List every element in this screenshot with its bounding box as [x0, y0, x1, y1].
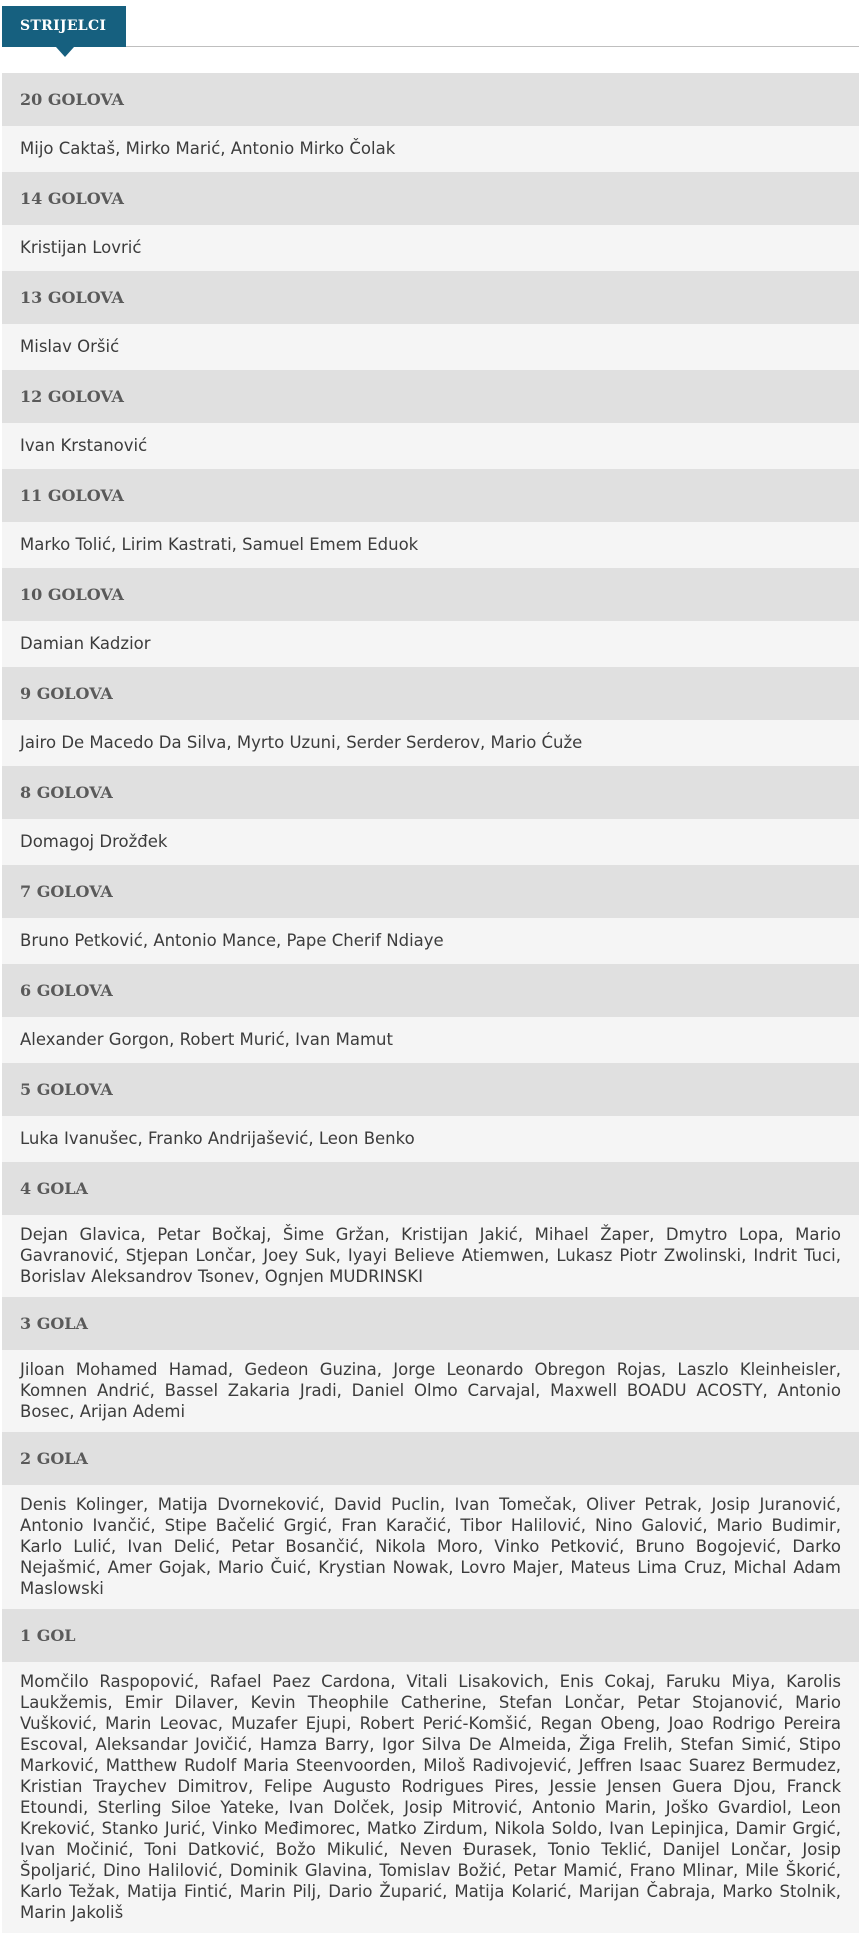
- scorers-panel: [2, 0, 859, 1933]
- goal-group: [2, 1162, 859, 1297]
- goal-group-players: Mislav Oršić: [2, 324, 859, 370]
- goal-group: [2, 964, 859, 1063]
- goal-group-heading: 13 GOLOVA: [2, 271, 859, 324]
- goal-group-players: Kristijan Lovrić: [2, 225, 859, 271]
- goal-group-heading: 4 GOLA: [2, 1162, 859, 1215]
- goal-group: [2, 370, 859, 469]
- goal-group-heading: 7 GOLOVA: [2, 865, 859, 918]
- goal-group-players: Jairo De Macedo Da Silva, Myrto Uzuni, Serder Serderov, Mario Ćuže: [2, 720, 859, 766]
- goal-group-heading: 9 GOLOVA: [2, 667, 859, 720]
- scorers-list: [2, 73, 859, 1933]
- goal-group-heading: 10 GOLOVA: [2, 568, 859, 621]
- goal-group-heading: 20 GOLOVA: [2, 73, 859, 126]
- goal-group-players: Domagoj Drožđek: [2, 819, 859, 865]
- goal-group-heading: 12 GOLOVA: [2, 370, 859, 423]
- goal-group-players: Mijo Caktaš, Mirko Marić, Antonio Mirko Čolak: [2, 126, 859, 172]
- goal-group: [2, 667, 859, 766]
- goal-group: [2, 865, 859, 964]
- goal-group: [2, 172, 859, 271]
- goal-group-heading: 3 GOLA: [2, 1297, 859, 1350]
- goal-group: [2, 1063, 859, 1162]
- goal-group-heading: 1 GOL: [2, 1609, 859, 1662]
- goal-group: [2, 568, 859, 667]
- goal-group-players: Denis Kolinger, Matija Dvorneković, David Puclin, Ivan Tomečak, Oliver Petrak, Josip Juranović, Antonio Ivančić, Stipe Bačelić Grgić, Fran Karačić, Tibor Halilović, Nino Galović, Mario Budimir, Karlo Lulić, Ivan Delić, Petar Bosančić, Nikola Moro, Vinko Petković, Bruno Bogojević, Darko Nejašmić, Amer Gojak, Mario Čuić, Krystian Nowak, Lovro Majer, Mateus Lima Cruz, Michal Adam Maslowski: [2, 1485, 859, 1609]
- goal-group-heading: 2 GOLA: [2, 1432, 859, 1485]
- tab-bar: [2, 0, 859, 48]
- goal-group: [2, 766, 859, 865]
- goal-group-players: Bruno Petković, Antonio Mance, Pape Cherif Ndiaye: [2, 918, 859, 964]
- tab-active-indicator: [56, 47, 74, 57]
- goal-group-players: Alexander Gorgon, Robert Murić, Ivan Mamut: [2, 1017, 859, 1063]
- goal-group-heading: 5 GOLOVA: [2, 1063, 859, 1116]
- goal-group-heading: 6 GOLOVA: [2, 964, 859, 1017]
- goal-group-players: Luka Ivanušec, Franko Andrijašević, Leon Benko: [2, 1116, 859, 1162]
- goal-group-players: Marko Tolić, Lirim Kastrati, Samuel Emem Eduok: [2, 522, 859, 568]
- goal-group: [2, 1609, 859, 1933]
- goal-group-players: Damian Kadzior: [2, 621, 859, 667]
- tab-scorers[interactable]: STRIJELCI: [2, 6, 126, 47]
- goal-group-players: Ivan Krstanović: [2, 423, 859, 469]
- goal-group: [2, 469, 859, 568]
- goal-group-players: Momčilo Raspopović, Rafael Paez Cardona, Vitali Lisakovich, Enis Cokaj, Faruku Miya, Karolis Laukžemis, Emir Dilaver, Kevin Theophile Catherine, Stefan Lončar, Petar Stojanović, Mario Vušković, Marin Leovac, Muzafer Ejupi, Robert Perić-Komšić, Regan Obeng, Joao Rodrigo Pereira Escoval, Aleksandar Jovičić, Hamza Barry, Igor Silva De Almeida, Žiga Frelih, Stefan Simić, Stipo Marković, Matthew Rudolf Maria Steenvoorden, Miloš Radivojević, Jeffren Isaac Suarez Bermudez, Kristian Traychev Dimitrov, Felipe Augusto Rodrigues Pires, Jessie Jensen Guera Djou, Franck Etoundi, Sterling Siloe Yateke, Ivan Dolček, Josip Mitrović, Antonio Marin, Joško Gvardiol, Leon Kreković, Stanko Jurić, Vinko Međimorec, Matko Zirdum, Nikola Soldo, Ivan Lepinjica, Damir Grgić, Ivan Močinić, Toni Datković, Božo Mikulić, Neven Đurasek, Tonio Teklić, Danijel Lončar, Josip Špoljarić, Dino Halilović, Dominik Glavina, Tomislav Božić, Petar Mamić, Frano Mlinar, Mile Škorić, Karlo Težak, Matija Fintić, Marin Pilj, Dario Župarić, Matija Kolarić, Marijan Čabraja, Marko Stolnik, Marin Jakoliš: [2, 1662, 859, 1933]
- goal-group-players: Jiloan Mohamed Hamad, Gedeon Guzina, Jorge Leonardo Obregon Rojas, Laszlo Kleinheisler, Komnen Andrić, Bassel Zakaria Jradi, Daniel Olmo Carvajal, Maxwell BOADU ACOSTY, Antonio Bosec, Arijan Ademi: [2, 1350, 859, 1432]
- goal-group: [2, 1432, 859, 1609]
- goal-group-heading: 14 GOLOVA: [2, 172, 859, 225]
- goal-group-players: Dejan Glavica, Petar Bočkaj, Šime Gržan, Kristijan Jakić, Mihael Žaper, Dmytro Lopa, Mario Gavranović, Stjepan Lončar, Joey Suk, Iyayi Believe Atiemwen, Lukasz Piotr Zwolinski, Indrit Tuci, Borislav Aleksandrov Tsonev, Ognjen MUDRINSKI: [2, 1215, 859, 1297]
- goal-group: [2, 1297, 859, 1432]
- goal-group-heading: 8 GOLOVA: [2, 766, 859, 819]
- tab-divider: [126, 46, 859, 47]
- goal-group: [2, 271, 859, 370]
- goal-group-heading: 11 GOLOVA: [2, 469, 859, 522]
- goal-group: [2, 73, 859, 172]
